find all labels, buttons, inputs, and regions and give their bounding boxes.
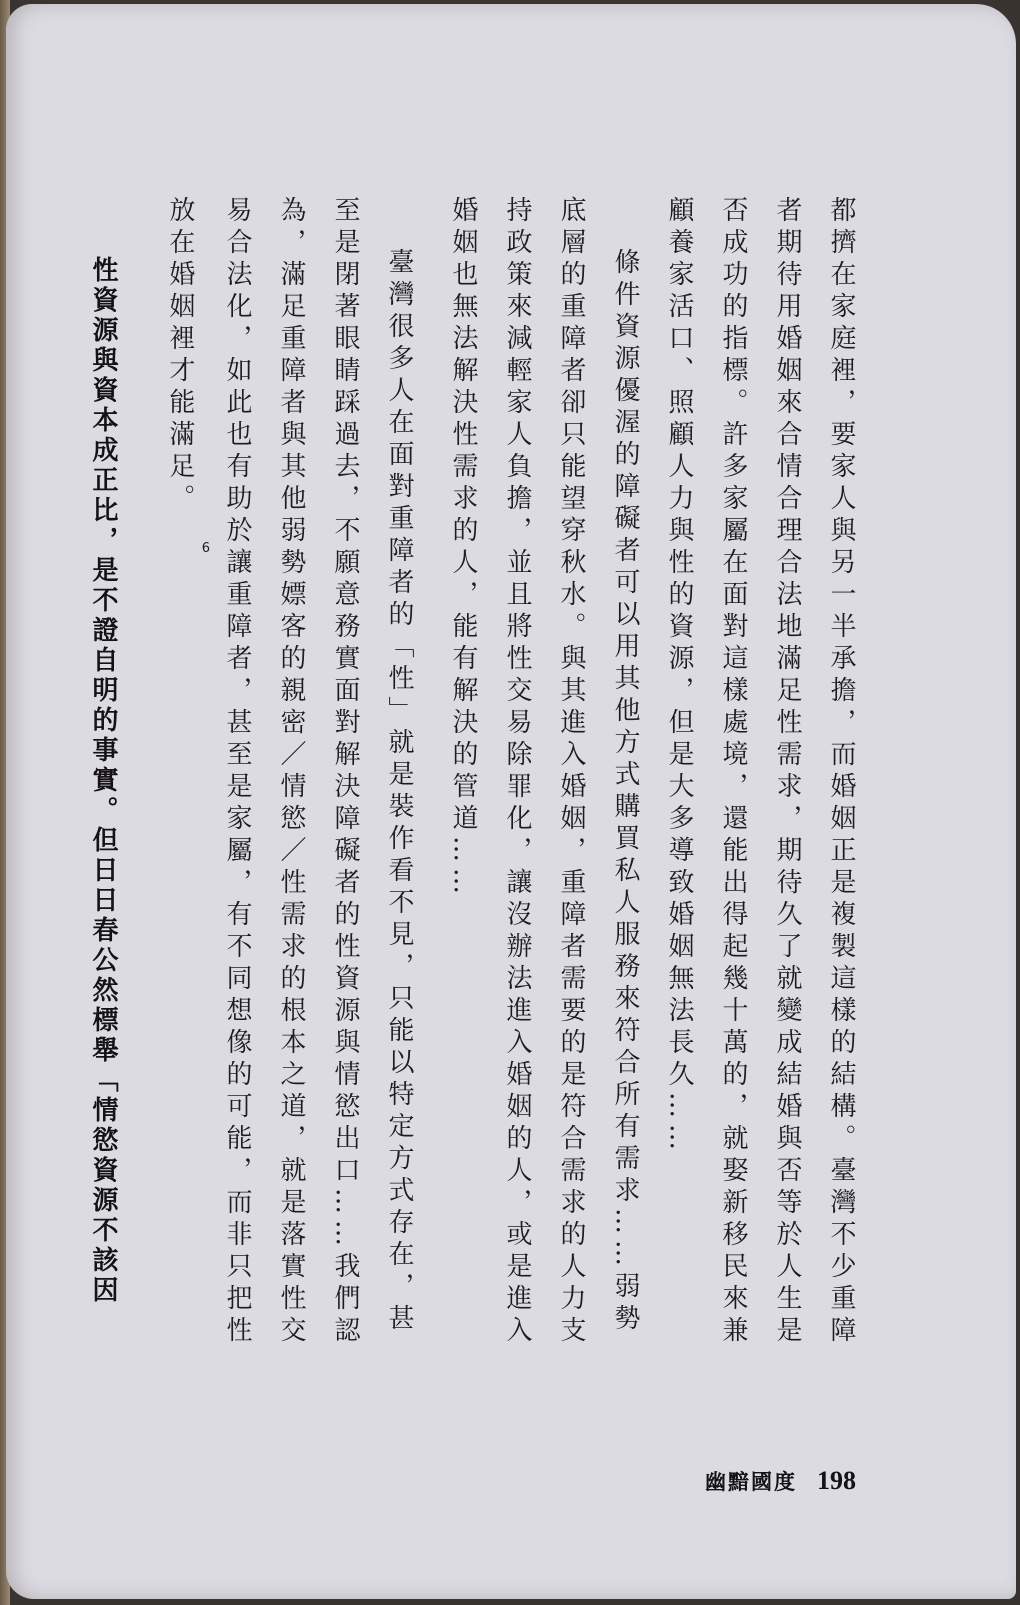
quoted-passage <box>140 196 868 1356</box>
footnote-reference: 6 <box>201 541 210 556</box>
body-text-line: 性資源與資本成正比，是不證自明的事實。但日日春公然標舉「情慾資源不該因 <box>88 256 118 1306</box>
book-page <box>6 4 1016 1599</box>
quote-paragraph-1: 都擠在家庭裡，要家人與另一半承擔，而婚姻正是複製這樣的結構。臺灣不少重障者期待用婚姻來合情合理合法地滿足性需求，期待久了就變成結婚與否等於人生是否成功的指標。許多家屬在面對這樣處境，還能出得起幾十萬的，就娶新移民來兼顧養家活口、照顧人力與性的資源，但是大多導致婚姻無法長久…… <box>664 196 856 1348</box>
quote-paragraph-3 <box>150 196 426 1356</box>
quote-paragraph-3-text: 臺灣很多人在面對重障者的「性」就是裝作看不見，只能以特定方式存在，甚至是閉著眼睛踩過去，不願意務實面對解決障礙者的性資源與情慾出口……我們認為，滿足重障者與其他弱勢嫖客的親密／情慾／性需求的根本之道，就是落實性交易合法化，如此也有助於讓重障者，甚至是家屬，有不同想像的可能，而非只把性放在婚姻裡才能滿足。 <box>164 196 414 1348</box>
page-number: 198 <box>817 1466 856 1495</box>
page-footer <box>705 1466 856 1496</box>
running-book-title: 幽黯國度 <box>705 1470 797 1494</box>
quote-paragraph-2: 條件資源優渥的障礙者可以用其他方式購買私人服務來符合所有需求……弱勢底層的重障者卻只能望穿秋水。與其進入婚姻，重障者需要的是符合需求的人力支持政策來減輕家人負擔，並且將性交易除罪化，讓沒辦法進入婚姻的人，或是進入婚姻也無法解決性需求的人，能有解決的管道…… <box>448 196 640 1348</box>
